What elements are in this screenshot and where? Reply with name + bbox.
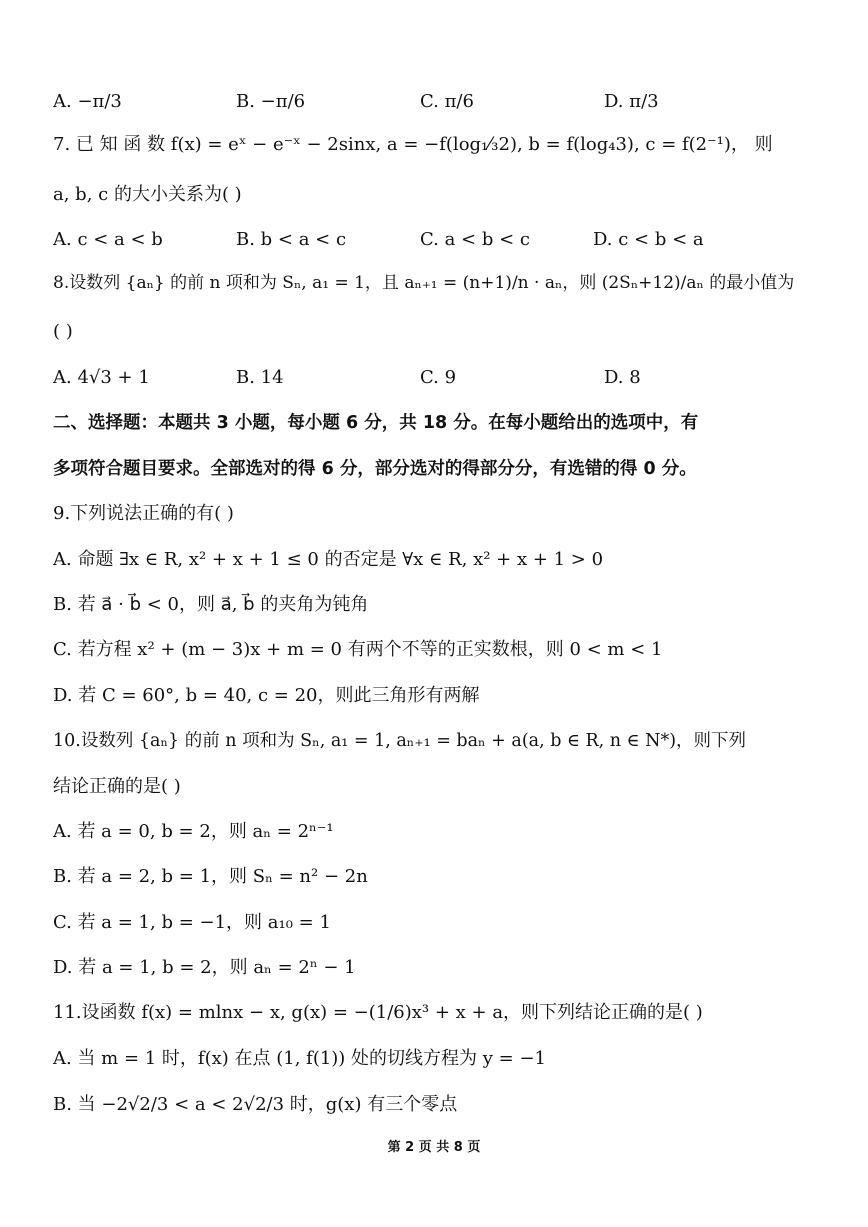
q11-option-a: A. 当 m = 1 时，f(x) 在点 (1, f(1)) 处的切线方程为 y = −1	[53, 1048, 547, 1069]
q8-option-c: C. 9	[420, 367, 457, 388]
q10-option-a: A. 若 a = 0, b = 2，则 aₙ = 2ⁿ⁻¹	[53, 821, 334, 842]
q10-stem-line2: 结论正确的是( )	[53, 776, 181, 797]
q8-stem-line2: ( )	[53, 321, 73, 342]
q10-option-c: C. 若 a = 1, b = −1，则 a₁₀ = 1	[53, 912, 331, 933]
q7-option-b: B. b < a < c	[236, 229, 347, 250]
q9-stem: 9.下列说法正确的有( )	[53, 503, 234, 524]
q10-stem-line1: 10.设数列 {aₙ} 的前 n 项和为 Sₙ, a₁ = 1, aₙ₊₁ = baₙ + a(a, b ∈ R, n ∈ N*)，则下列	[53, 731, 747, 751]
q6-option-a: A. −π/3	[53, 91, 122, 112]
q7-stem-line2: a, b, c 的大小关系为( )	[53, 184, 242, 205]
q6-option-d: D. π/3	[604, 91, 659, 112]
page-footer: 第 2 页 共 8 页	[387, 1140, 481, 1155]
q11-stem: 11.设函数 f(x) = mlnx − x, g(x) = −(1/6)x³ + x + a，则下列结论正确的是( )	[53, 1002, 703, 1023]
q10-option-d: D. 若 a = 1, b = 2，则 aₙ = 2ⁿ − 1	[53, 957, 356, 978]
section2-heading-line1: 二、选择题：本题共 3 小题，每小题 6 分，共 18 分。在每小题给出的选项中，有	[53, 413, 699, 433]
q7-option-a: A. c < a < b	[53, 229, 163, 250]
q6-option-b: B. −π/6	[236, 91, 306, 112]
q9-option-c: C. 若方程 x² + (m − 3)x + m = 0 有两个不等的正实数根，则 0 < m < 1	[53, 639, 663, 660]
q9-option-b: B. 若 a⃗ · b⃗ < 0，则 a⃗, b⃗ 的夹角为钝角	[53, 594, 369, 615]
q7-option-d: D. c < b < a	[593, 229, 704, 250]
section2-heading-line2: 多项符合题目要求。全部选对的得 6 分，部分选对的得部分分，有选错的得 0 分。	[53, 459, 697, 479]
q11-option-b: B. 当 −2√2/3 < a < 2√2/3 时，g(x) 有三个零点	[53, 1094, 458, 1115]
q8-option-b: B. 14	[236, 367, 284, 388]
q8-option-a: A. 4√3 + 1	[53, 367, 150, 388]
q7-option-c: C. a < b < c	[420, 229, 530, 250]
q6-option-c: C. π/6	[420, 91, 474, 112]
q7-stem-line1: 7. 已 知 函 数 f(x) = eˣ − e⁻ˣ − 2sinx, a = −f(log₁⁄₃2), b = f(log₄3), c = f(2⁻¹)， 则	[53, 134, 773, 155]
q8-option-d: D. 8	[604, 367, 641, 388]
q8-stem-line1: 8.设数列 {aₙ} 的前 n 项和为 Sₙ, a₁ = 1，且 aₙ₊₁ = (n+1)/n · aₙ，则 (2Sₙ+12)/aₙ 的最小值为	[53, 273, 795, 293]
q9-option-a: A. 命题 ∃x ∈ R, x² + x + 1 ≤ 0 的否定是 ∀x ∈ R, x² + x + 1 > 0	[53, 549, 604, 570]
q10-option-b: B. 若 a = 2, b = 1，则 Sₙ = n² − 2n	[53, 866, 368, 887]
q9-option-d: D. 若 C = 60°, b = 40, c = 20，则此三角形有两解	[53, 685, 480, 706]
